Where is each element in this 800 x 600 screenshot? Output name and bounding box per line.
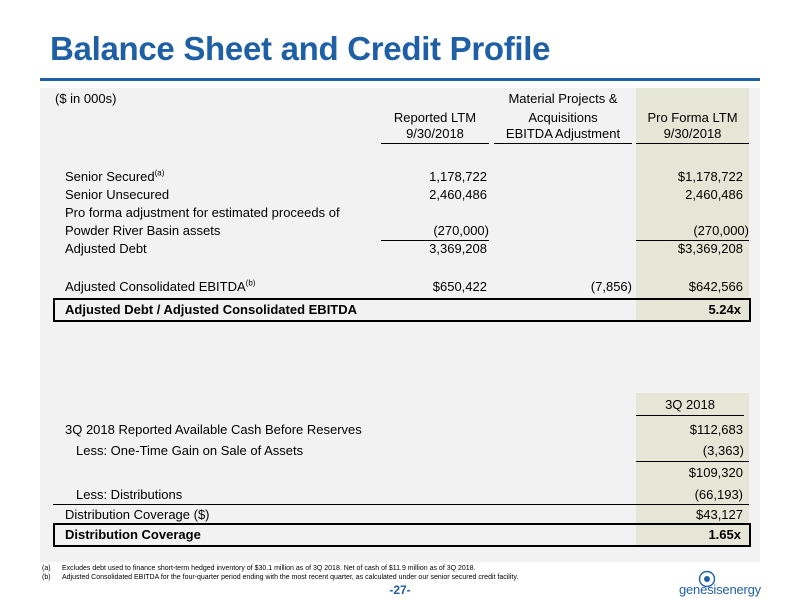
coverage-ratio-value: 1.65x — [708, 527, 741, 542]
footnote-a-text: Excludes debt used to finance short-term hedged inventory of $30.1 million as of 3Q 2018. Net of cash of $11.9 million as of 3Q 2018. — [62, 565, 476, 572]
col-proforma-line2: 9/30/2018 — [636, 126, 749, 144]
row-adjusted-ebitda-proforma: $642,566 — [688, 279, 743, 294]
company-logo-text: genesisenergy — [679, 582, 761, 597]
distributions-label: Less: Distributions — [76, 487, 183, 502]
distributions-value: (66,193) — [694, 487, 743, 502]
col-reported-line1: Reported LTM — [393, 110, 477, 125]
page-number: -27- — [389, 583, 411, 597]
available-cash-label: 3Q 2018 Reported Available Cash Before Reserves — [65, 422, 362, 437]
row-senior-unsecured-label: Senior Unsecured — [65, 187, 170, 202]
footnote-b-text: Adjusted Consolidated EBITDA for the four-quarter period ending with the most recent quarter, as calculated under our senior secured credit facility. — [62, 574, 519, 581]
coverage-column-header: 3Q 2018 — [636, 397, 744, 416]
leverage-label: Adjusted Debt / Adjusted Consolidated EBITDA — [65, 302, 358, 317]
row-senior-secured-reported: 1,178,722 — [429, 169, 487, 184]
row-adjusted-ebitda-adjustment: (7,856) — [590, 279, 632, 294]
title-rule — [40, 78, 760, 81]
coverage-divider — [53, 504, 749, 505]
row-proforma-adjustment-reported: (270,000) — [381, 223, 489, 241]
company-logo — [679, 576, 799, 598]
col-adjustment-line1: Material Projects & — [508, 91, 618, 106]
one-time-gain-label: Less: One-Time Gain on Sale of Assets — [76, 443, 304, 458]
page-title: Balance Sheet and Credit Profile — [50, 30, 551, 67]
row-senior-unsecured-proforma: 2,460,486 — [685, 187, 743, 202]
row-senior-secured-label: Senior Secured$^{(a)}$ — [65, 168, 165, 184]
row-senior-unsecured-reported: 2,460,486 — [429, 187, 487, 202]
col-proforma-line1: Pro Forma LTM — [647, 110, 738, 125]
row-adjusted-debt-label: Adjusted Debt — [65, 241, 147, 256]
available-cash-value: $112,683 — [689, 422, 743, 437]
row-proforma-adjustment-label-line2: Powder River Basin assets — [65, 223, 221, 238]
coverage-subtotal-value: $109,320 — [688, 465, 743, 480]
col-adjustment-line3: EBITDA Adjustment — [494, 126, 632, 144]
footnote-a-marker: (a) — [42, 565, 51, 572]
one-time-gain-value: (3,363) — [636, 443, 749, 462]
row-proforma-adjustment-label-line1: Pro forma adjustment for estimated proceeds of — [65, 205, 340, 220]
coverage-dollars-label: Distribution Coverage ($) — [65, 507, 210, 522]
row-adjusted-ebitda-label: Adjusted Consolidated EBITDA$^{(b)}$ — [65, 278, 256, 294]
row-adjusted-debt-reported: 3,369,208 — [429, 241, 487, 256]
footnote-b-marker: (b) — [42, 574, 51, 581]
row-proforma-adjustment-proforma: (270,000) — [636, 223, 749, 241]
row-senior-secured-proforma: $1,178,722 — [677, 169, 743, 184]
col-reported-line2: 9/30/2018 — [381, 126, 489, 144]
coverage-ratio-label: Distribution Coverage — [65, 527, 201, 542]
leverage-value: 5.24x — [708, 302, 741, 317]
coverage-dollars-value: $43,127 — [696, 507, 743, 522]
col-adjustment-line2: Acquisitions — [528, 110, 598, 125]
units-label: ($ in 000s) — [55, 91, 117, 106]
row-adjusted-debt-proforma: $3,369,208 — [677, 241, 743, 256]
row-adjusted-ebitda-reported: $650,422 — [432, 279, 487, 294]
